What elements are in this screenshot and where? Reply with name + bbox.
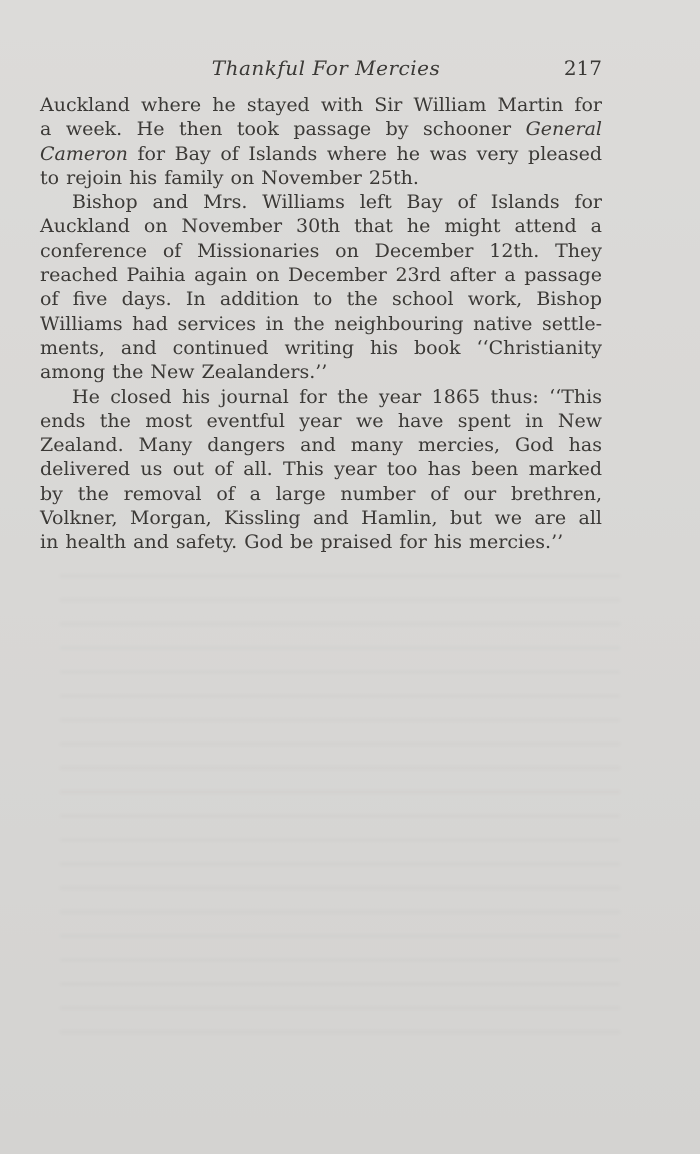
text-line (40, 506, 602, 530)
text-line (40, 287, 602, 311)
text-line (40, 312, 602, 336)
text-line (40, 409, 602, 433)
text-line (40, 433, 602, 457)
text-line (40, 360, 602, 384)
text-segment: Auckland where he stayed with Sir William Martin for (40, 94, 602, 116)
paragraph (40, 190, 602, 384)
text-line (40, 385, 602, 409)
text-line (40, 93, 602, 117)
text-line (40, 239, 602, 263)
text-segment: Auckland on November 30th that he might attend a (40, 215, 602, 238)
body-text (40, 93, 602, 555)
text-line (40, 457, 602, 481)
text-line (40, 336, 602, 360)
text-line (40, 166, 602, 190)
running-title: Thankful For Mercies (211, 56, 441, 80)
text-segment: reached Paihia again on December 23rd after a passage (40, 264, 602, 287)
text-segment: to rejoin his family on November 25th. (40, 166, 419, 189)
text-segment: by the removal of a large number of our brethren, (40, 482, 602, 505)
show-through-text (60, 575, 620, 1045)
text-line (40, 482, 602, 506)
text-segment: among the New Zealanders.’’ (40, 361, 328, 384)
ship-name-italic: General (525, 118, 602, 141)
text-segment: Williams had services in the neighbouring native settle- (40, 312, 602, 335)
text-line (40, 530, 602, 554)
paragraph (40, 93, 602, 190)
text-segment: for Bay of Islands where he was very pleased (127, 142, 602, 165)
text-segment: ments, and continued writing his book ‘‘Christianity (40, 336, 602, 359)
text-segment: a week. He then took passage by schooner (40, 118, 526, 141)
text-line (40, 263, 602, 287)
text-segment: He closed his journal for the year 1865 thus: ‘‘This (72, 385, 602, 408)
text-segment: in health and safety. God be praised for his mercies.’’ (40, 531, 564, 554)
text-segment: of five days. In addition to the school work, Bishop (40, 288, 602, 311)
text-segment: delivered us out of all. This year too has been marked (40, 458, 602, 481)
paragraph (40, 385, 602, 555)
text-line (40, 214, 602, 238)
ship-name-italic: Cameron (40, 142, 128, 165)
text-line (40, 190, 602, 214)
text-segment: ends the most eventful year we have spent in New (40, 409, 602, 432)
text-line (40, 142, 602, 166)
text-segment: conference of Missionaries on December 12th. They (40, 239, 602, 262)
text-segment: Bishop and Mrs. Williams left Bay of Islands for (72, 191, 602, 214)
text-segment: Volkner, Morgan, Kissling and Hamlin, but we are all (40, 507, 602, 530)
page-header (40, 56, 602, 84)
text-segment: Zealand. Many dangers and many mercies, God has (40, 434, 602, 457)
text-line (40, 117, 602, 141)
page-number: 217 (563, 56, 602, 80)
